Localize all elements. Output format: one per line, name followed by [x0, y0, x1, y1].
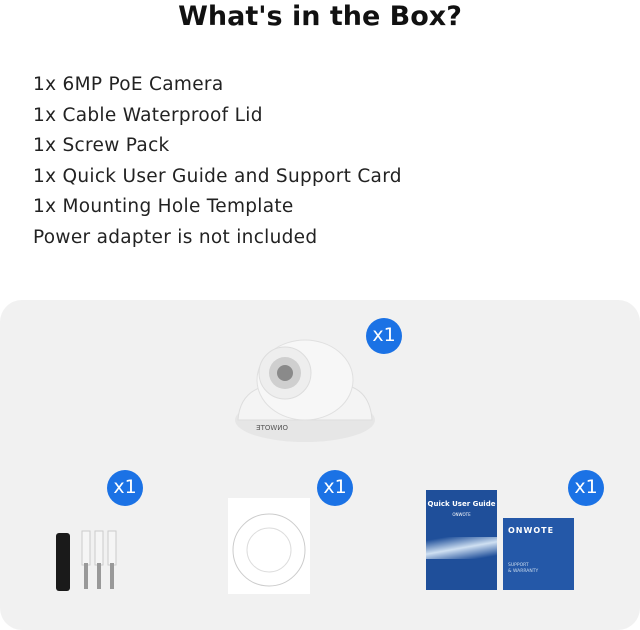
mounting-template-image	[228, 498, 310, 594]
card-line1: SUPPORT	[508, 563, 529, 568]
card-line2: & WARRANTY	[508, 569, 539, 574]
quick-user-guide-booklet	[426, 490, 497, 590]
box-contents-list	[33, 70, 402, 253]
card-brand: ONWOTE	[508, 526, 555, 535]
guide-title: Quick User Guide	[427, 500, 496, 508]
quantity-badge-screws: x1	[107, 470, 143, 506]
list-item: Power adapter is not included	[33, 226, 318, 248]
dome-camera-image	[230, 335, 380, 445]
screw-pack-image	[50, 525, 130, 595]
quantity-badge-template: x1	[317, 470, 353, 506]
camera-brand-label: ONWOTE	[256, 424, 288, 432]
quantity-badge-camera: x1	[366, 318, 402, 354]
list-item: 1x Cable Waterproof Lid	[33, 104, 263, 126]
list-item: 1x Mounting Hole Template	[33, 196, 294, 217]
page-title: What's in the Box?	[178, 1, 462, 32]
guide-brand: ONWOTE	[452, 512, 471, 517]
list-item: 1x 6MP PoE Camera	[33, 74, 224, 95]
list-item: 1x Quick User Guide and Support Card	[33, 165, 402, 187]
list-item: 1x Screw Pack	[33, 135, 170, 156]
quantity-badge-guide: x1	[568, 470, 604, 506]
support-card	[503, 518, 574, 590]
